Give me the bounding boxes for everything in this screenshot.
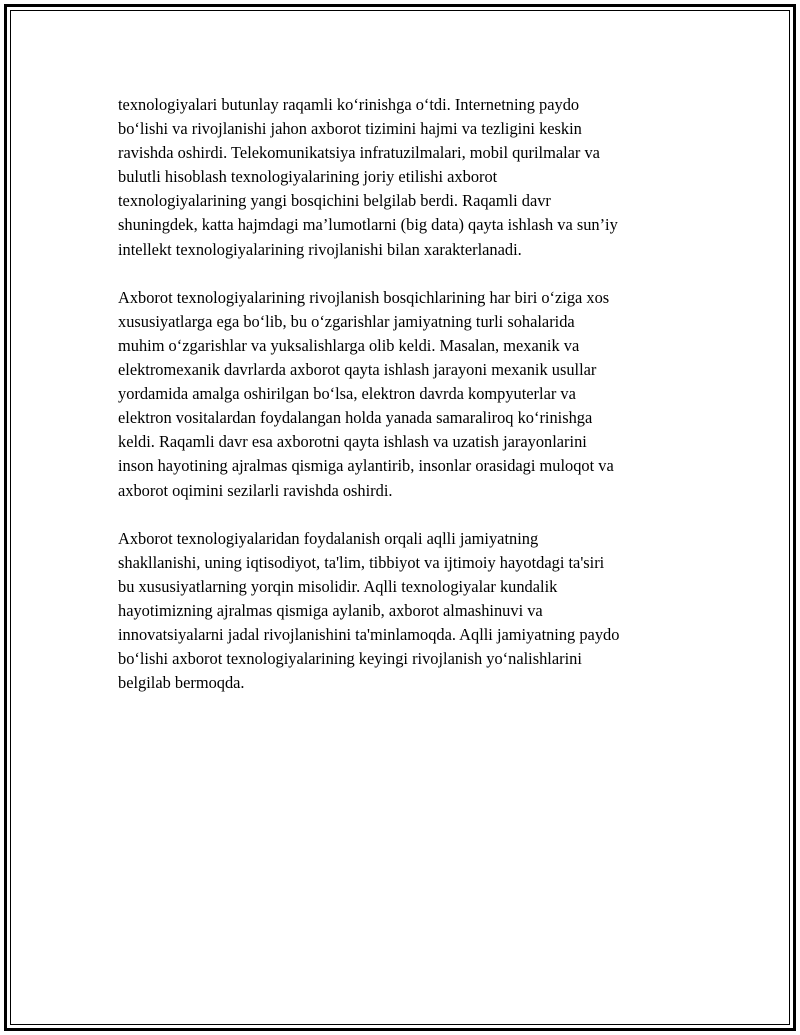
paragraph-1: texnologiyalari butunlay raqamli ko‘rinishga o‘tdi. Internetning paydo bo‘lishi va rivojlanishi jahon axborot tizimini hajmi va tezligini keskin ravishda oshirdi. Telekomunikatsiya infratuzilmalari, mobil qurilmalar va bulutli hisoblash texnologiyalarining joriy etilishi axborot texnologiyalarining yangi bosqichini belgilab berdi. Raqamli davr shuningdek, katta hajmdagi ma’lumotlarni (big data) qayta ishlash va sun’iy intellekt texnologiyalarining rivojlanishi bilan xarakterlanadi. bbox=[118, 95, 618, 259]
paragraph-2: Axborot texnologiyalarining rivojlanish bosqichlarining har biri o‘ziga xos xususiyatlarga ega bo‘lib, bu o‘zgarishlar jamiyatning turli sohalarida muhim o‘zgarishlar va yuksalishlarga olib keldi. Masalan, mexanik va elektromexanik davrlarda axborot qayta ishlash jarayoni mexanik usullar yordamida amalga oshirilgan bo‘lsa, elektron davrda kompyuterlar va elektron vositalardan foydalangan holda yanada samaraliroq ko‘rinishga keldi. Raqamli davr esa axborotni qayta ishlash va uzatish jarayonlarini inson hayotining ajralmas qismiga aylantirib, insonlar orasidagi muloqot va axborot oqimini sezilarli ravishda oshirdi. bbox=[118, 287, 614, 500]
document-body bbox=[118, 93, 690, 719]
paragraph-3: Axborot texnologiyalaridan foydalanish orqali aqlli jamiyatning shakllanishi, uning iqtisodiyot, ta'lim, tibbiyot va ijtimoiy hayotdagi ta'siri bu xususiyatlarning yorqin misolidir. Aqlli texnologiyalar kundalik hayotimizning ajralmas qismiga aylanib, axborot almashinuvi va innovatsiyalarni jadal rivojlanishini ta'minlamoqda. Aqlli jamiyatning paydo bo‘lishi axborot texnologiyalarining keyingi rivojlanish yo‘nalishlarini belgilab bermoqda. bbox=[118, 528, 620, 693]
